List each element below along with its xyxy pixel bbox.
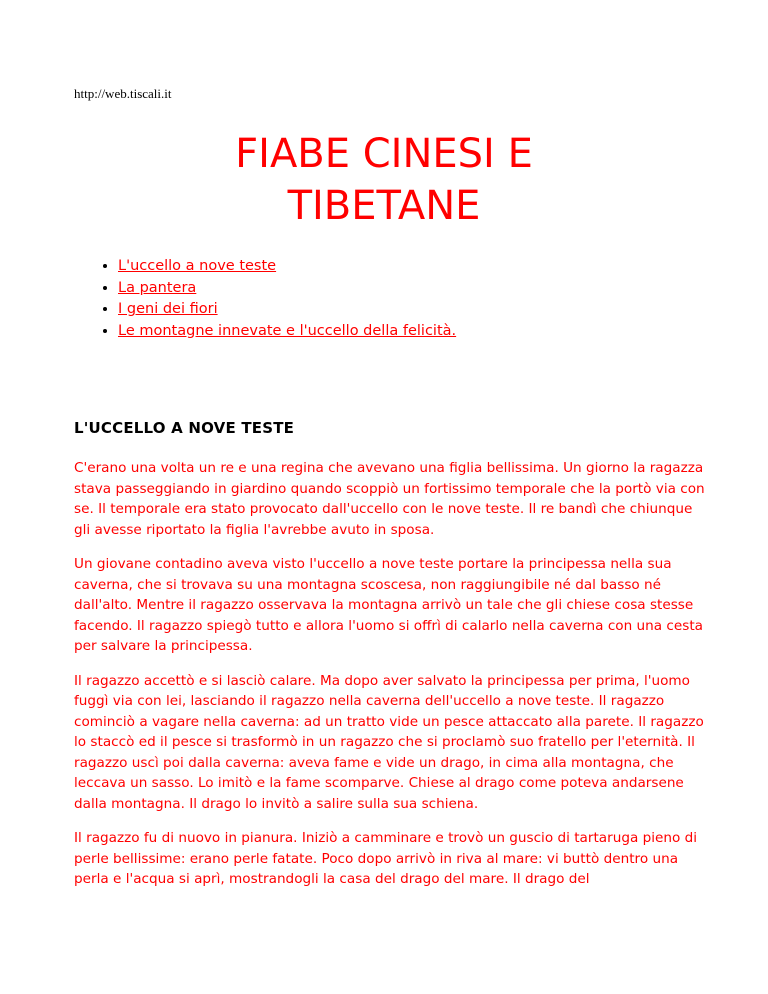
story-paragraph: Il ragazzo fu di nuovo in pianura. Iniziò a camminare e trovò un guscio di tartaruga pieno di perle bellissime: erano perle fatate. Poco dopo arrivò in riva al mare: vi buttò dentro una perla e l'acqua si aprì, mostrandogli la casa del drago del mare. Il drago del (74, 830, 698, 887)
story-paragraph: Il ragazzo accettò e si lasciò calare. Ma dopo aver salvato la principessa per prima, l'uomo fuggì via con lei, lasciando il ragazzo nella caverna dell'uccello a nove teste. Il ragazzo cominciò a vagare nella caverna: ad un tratto vide un pesce attaccato alla parete. Il ragazzo lo staccò ed il pesce si trasformò in un ragazzo che si proclamò suo fratello per l'eternità. Il ragazzo uscì poi dalla caverna: aveva fame e vide un drago, in cima alla montagna, che leccava un sasso. Lo imitò e la fame scomparve. Chiese al drago come poteva andarsene dalla montagna. Il drago lo invitò a salire sulla sua schiena. (74, 672, 704, 812)
story-body (74, 458, 708, 904)
toc-item (118, 256, 456, 278)
table-of-contents (74, 256, 456, 342)
section-heading: L'UCCELLO A NOVE TESTE (74, 419, 295, 437)
page-title-line-2: TIBETANE (287, 183, 481, 229)
page-title (0, 128, 768, 232)
toc-item (118, 278, 456, 300)
toc-link-uccello-nove-teste[interactable]: L'uccello a nove teste (118, 258, 277, 274)
source-url: http://web.tiscali.it (74, 86, 172, 101)
toc-item (118, 299, 456, 321)
toc-link-geni-fiori[interactable]: I geni dei fiori (118, 301, 218, 317)
toc-link-montagne-innevate[interactable]: Le montagne innevate e l'uccello della felicità. (118, 322, 457, 339)
story-paragraph: C'erano una volta un re e una regina che avevano una figlia bellissima. Un giorno la ragazza stava passeggiando in giardino quando scoppiò un fortissimo temporale che la portò via con se. Il temporale era stato provocato dall'uccello con le nove teste. Il re bandì che chiunque gli avesse riportato la figlia l'avrebbe avuto in sposa. (74, 460, 705, 538)
toc-link-pantera[interactable]: La pantera (118, 279, 197, 296)
story-paragraph: Un giovane contadino aveva visto l'uccello a nove teste portare la principessa nella sua caverna, che si trovava su una montagna scoscesa, non raggiungibile né dal basso né dall'alto. Mentre il ragazzo osservava la montagna arrivò un tale che gli chiese cosa stesse facendo. Il ragazzo spiegò tutto e allora l'uomo si offrì di calarlo nella caverna con una cesta per salvare la principessa. (74, 556, 704, 654)
toc-item (118, 321, 456, 343)
page-title-line-1: FIABE CINESI E (235, 131, 533, 177)
